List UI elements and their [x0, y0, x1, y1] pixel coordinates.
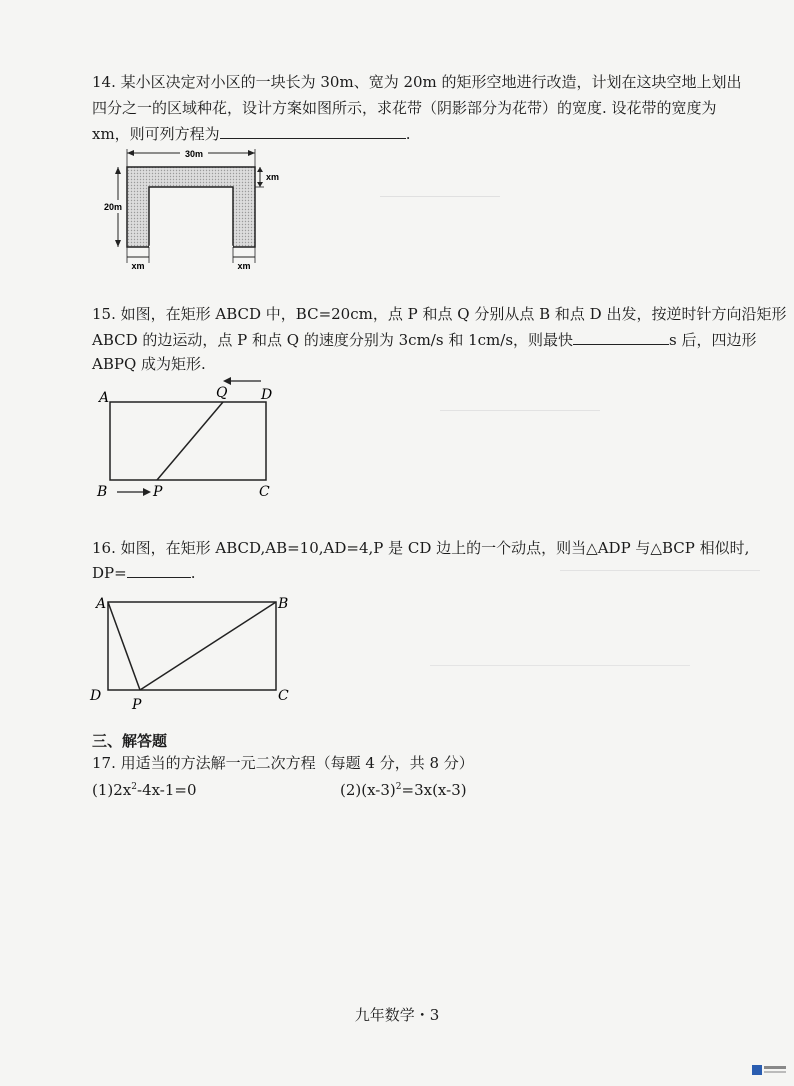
q15-line2-text: ABCD 的边运动，点 P 和点 Q 的速度分别为 3cm/s 和 1cm/s，则最快 [92, 331, 574, 349]
q15-segment-pq [157, 402, 223, 480]
q17-part2-a: (2)(x-3) [340, 781, 396, 799]
bleed-through-mark [380, 196, 500, 197]
q14-width-label: 30m [184, 149, 204, 159]
q14-top-xm-label: xm [266, 172, 280, 182]
q14-line3-end: . [405, 125, 411, 143]
section-title: 三、解答题 [92, 732, 168, 750]
q14-line3 [92, 124, 410, 144]
bleed-through-mark [440, 410, 600, 411]
q17-part2-b: =3x(x-3) [401, 781, 467, 799]
q17-part1 [92, 777, 197, 800]
q17-part2-sup: 2 [395, 782, 402, 792]
q17-part2 [340, 777, 467, 800]
q17-part1-b: -4x-1=0 [137, 781, 197, 799]
bleed-through-mark [560, 570, 760, 571]
q15-label-p: P [153, 484, 163, 500]
corner-logo-icon [752, 1062, 788, 1078]
q15-p-arrow-icon [143, 488, 151, 496]
q15-answer-blank[interactable] [573, 330, 669, 345]
q15-line2-end: s 后，四边形 [669, 331, 757, 349]
q16-label-b: B [278, 596, 289, 612]
q17-part1-sup: 2 [131, 782, 137, 792]
q16-segment-bp [140, 602, 276, 690]
bleed-through-mark [430, 665, 690, 666]
q16-answer-blank[interactable] [127, 563, 191, 578]
q14-height-label: 20m [103, 202, 123, 212]
q17-part1-a: (1)2x [92, 781, 132, 799]
q16-line2 [92, 563, 195, 583]
q15-label-c: C [259, 484, 270, 500]
q15-line2 [92, 330, 756, 350]
q14-answer-blank[interactable] [220, 124, 406, 139]
q16-line2-end: . [190, 564, 196, 582]
q15-label-d: D [261, 387, 273, 403]
q14-line3-text: xm，则可列方程为 [92, 125, 220, 143]
q15-label-q: Q [216, 385, 228, 401]
q16-segment-ap [108, 602, 140, 690]
q16-label-c: C [278, 688, 289, 704]
q15-line3: ABPQ 成为矩形. [92, 355, 206, 373]
page-footer: 九年数学・3 [354, 1006, 440, 1024]
q15-line1: 15. 如图，在矩形 ABCD 中，BC=20cm，点 P 和点 Q 分别从点 B 和点 D 出发，按逆时针方向沿矩形 [92, 305, 787, 323]
q14-inner-rect [149, 187, 233, 247]
q16-label-p: P [132, 697, 142, 712]
q14-figure [100, 145, 290, 273]
q16-figure [88, 590, 298, 712]
q15-label-a: A [99, 390, 110, 406]
q15-q-arrow-icon [223, 377, 231, 385]
q16-label-d: D [90, 688, 102, 704]
q16-label-a: A [96, 596, 107, 612]
q16-line2-text: DP= [92, 564, 127, 582]
q14-bottom-left-label: xm [131, 261, 145, 271]
q14-bottom-right-label: xm [237, 261, 251, 271]
q17-title: 17. 用适当的方法解一元二次方程（每题 4 分，共 8 分） [92, 754, 474, 772]
q14-line1: 14. 某小区决定对小区的一块长为 30m、宽为 20m 的矩形空地进行改造，计划在这块空地上划出 [92, 73, 742, 91]
q15-label-b: B [97, 484, 108, 500]
q16-rectangle [108, 602, 276, 690]
q15-rectangle [110, 402, 266, 480]
q16-line1: 16. 如图，在矩形 ABCD,AB=10,AD=4,P 是 CD 边上的一个动点，则当△ADP 与△BCP 相似时, [92, 539, 750, 557]
q15-figure [95, 372, 285, 502]
q14-line2: 四分之一的区域种花，设计方案如图所示，求花带（阴影部分为花带）的宽度. 设花带的宽度为 [92, 99, 717, 117]
